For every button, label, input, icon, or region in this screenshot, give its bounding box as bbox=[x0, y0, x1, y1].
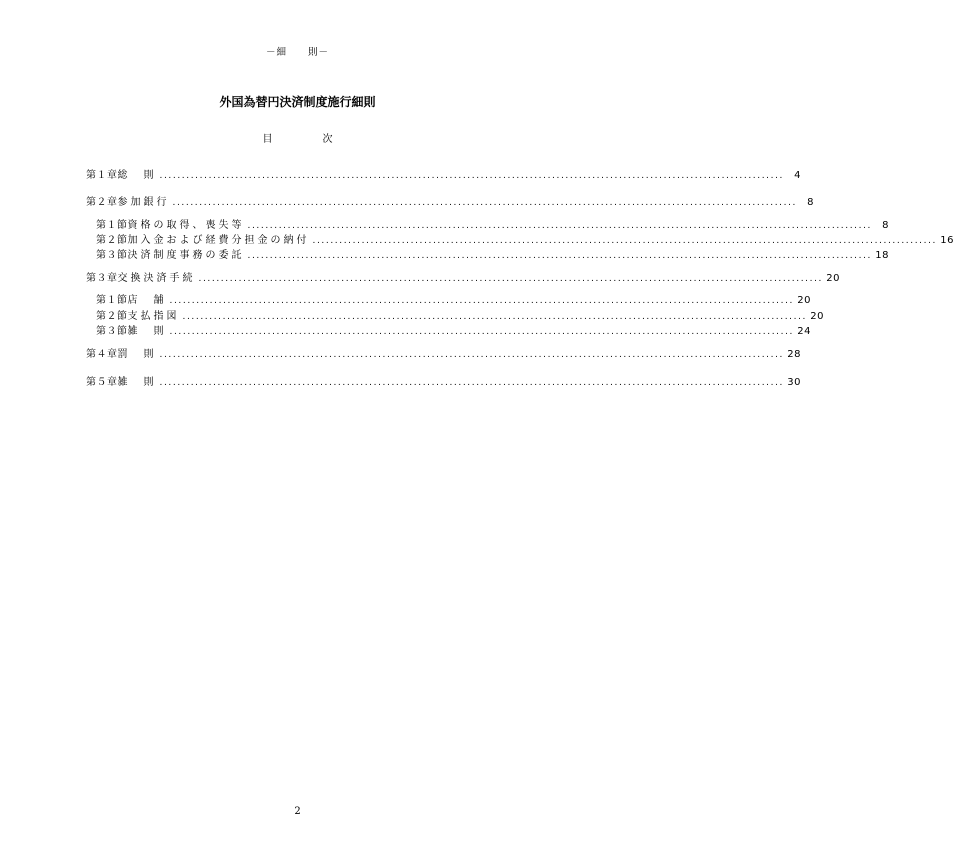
toc-entry-label: 交換決済手続 bbox=[117, 273, 196, 284]
toc-entry-label: 決済制度事務の委託 bbox=[127, 250, 245, 261]
toc-entry-label: 資格の取得、喪失等 bbox=[127, 220, 245, 231]
toc-entry-page: 16 bbox=[940, 235, 954, 246]
toc-entry-chapter-1[interactable] bbox=[86, 169, 802, 183]
toc-entry-number: 第１章 bbox=[86, 170, 118, 181]
toc-entry-page: 24 bbox=[797, 326, 812, 337]
dot-leader: ............................................................................................................................................ bbox=[169, 327, 795, 337]
dot-leader: ............................................................................................................................................ bbox=[247, 251, 873, 261]
toc-entry-number: 第３節 bbox=[96, 250, 128, 261]
toc-entry-label: 雑 則 bbox=[117, 377, 157, 388]
toc-entry-number: 第２節 bbox=[96, 311, 128, 322]
toc-entry-label: 支払指図 bbox=[127, 311, 180, 322]
toc-entry-section-3-2[interactable] bbox=[96, 310, 825, 324]
toc-entry-page: 8 bbox=[807, 197, 815, 208]
document-title: 外国為替円決済制度施行細則 bbox=[219, 95, 376, 109]
dot-leader: ............................................................................................................................................ bbox=[182, 312, 808, 322]
toc-entry-chapter-3[interactable] bbox=[86, 272, 841, 286]
toc-entry-page: 20 bbox=[810, 311, 825, 322]
toc-entry-number: 第４章 bbox=[86, 349, 118, 360]
toc-entry-number: 第３章 bbox=[86, 273, 118, 284]
toc-heading: 目 次 bbox=[262, 134, 333, 145]
toc-entry-page: 8 bbox=[882, 220, 890, 231]
toc-entry-label: 参加銀行 bbox=[117, 197, 170, 208]
toc-entry-number: 第２章 bbox=[86, 197, 118, 208]
toc-entry-section-2-2[interactable] bbox=[96, 234, 954, 248]
dot-leader: ............................................................................................................................................ bbox=[247, 221, 873, 231]
dot-leader: ............................................................................................................................................ bbox=[159, 378, 785, 388]
toc-entry-page: 20 bbox=[797, 295, 812, 306]
toc-entry-chapter-5[interactable] bbox=[86, 376, 802, 390]
toc-entry-page: 20 bbox=[826, 273, 841, 284]
toc-entry-label: 総 則 bbox=[117, 170, 157, 181]
page-number: 2 bbox=[294, 806, 301, 817]
toc-entry-page: 28 bbox=[787, 349, 802, 360]
dot-leader: ............................................................................................................................................ bbox=[159, 171, 785, 181]
toc-entry-page: 30 bbox=[787, 377, 802, 388]
toc-entry-page: 18 bbox=[875, 250, 890, 261]
toc-entry-number: 第１節 bbox=[96, 295, 128, 306]
toc-entry-label: 罰 則 bbox=[117, 349, 157, 360]
toc-entry-number: 第５章 bbox=[86, 377, 118, 388]
dot-leader: ............................................................................................................................................ bbox=[159, 350, 785, 360]
toc-entry-number: 第２節 bbox=[96, 235, 128, 246]
toc-entry-section-2-1[interactable] bbox=[96, 219, 890, 233]
toc-entry-section-3-3[interactable] bbox=[96, 325, 812, 339]
toc-entry-section-2-3[interactable] bbox=[96, 249, 890, 263]
toc-entry-page: 4 bbox=[794, 170, 802, 181]
toc-entry-chapter-4[interactable] bbox=[86, 348, 802, 362]
toc-entry-label: 店 舗 bbox=[127, 295, 167, 306]
dot-leader: ............................................................................................................................................ bbox=[198, 274, 824, 284]
toc-entry-section-3-1[interactable] bbox=[96, 294, 812, 308]
toc-entry-label: 雑 則 bbox=[127, 326, 167, 337]
dot-leader: ............................................................................................................................................ bbox=[312, 236, 938, 246]
toc-entry-label: 加入金および経費分担金の納付 bbox=[127, 235, 310, 246]
dot-leader: ............................................................................................................................................ bbox=[169, 296, 795, 306]
running-header: －細 則－ bbox=[265, 47, 329, 58]
toc-entry-chapter-2[interactable] bbox=[86, 196, 815, 210]
toc-entry-number: 第３節 bbox=[96, 326, 128, 337]
dot-leader: ............................................................................................................................................ bbox=[172, 198, 798, 208]
toc-entry-number: 第１節 bbox=[96, 220, 128, 231]
